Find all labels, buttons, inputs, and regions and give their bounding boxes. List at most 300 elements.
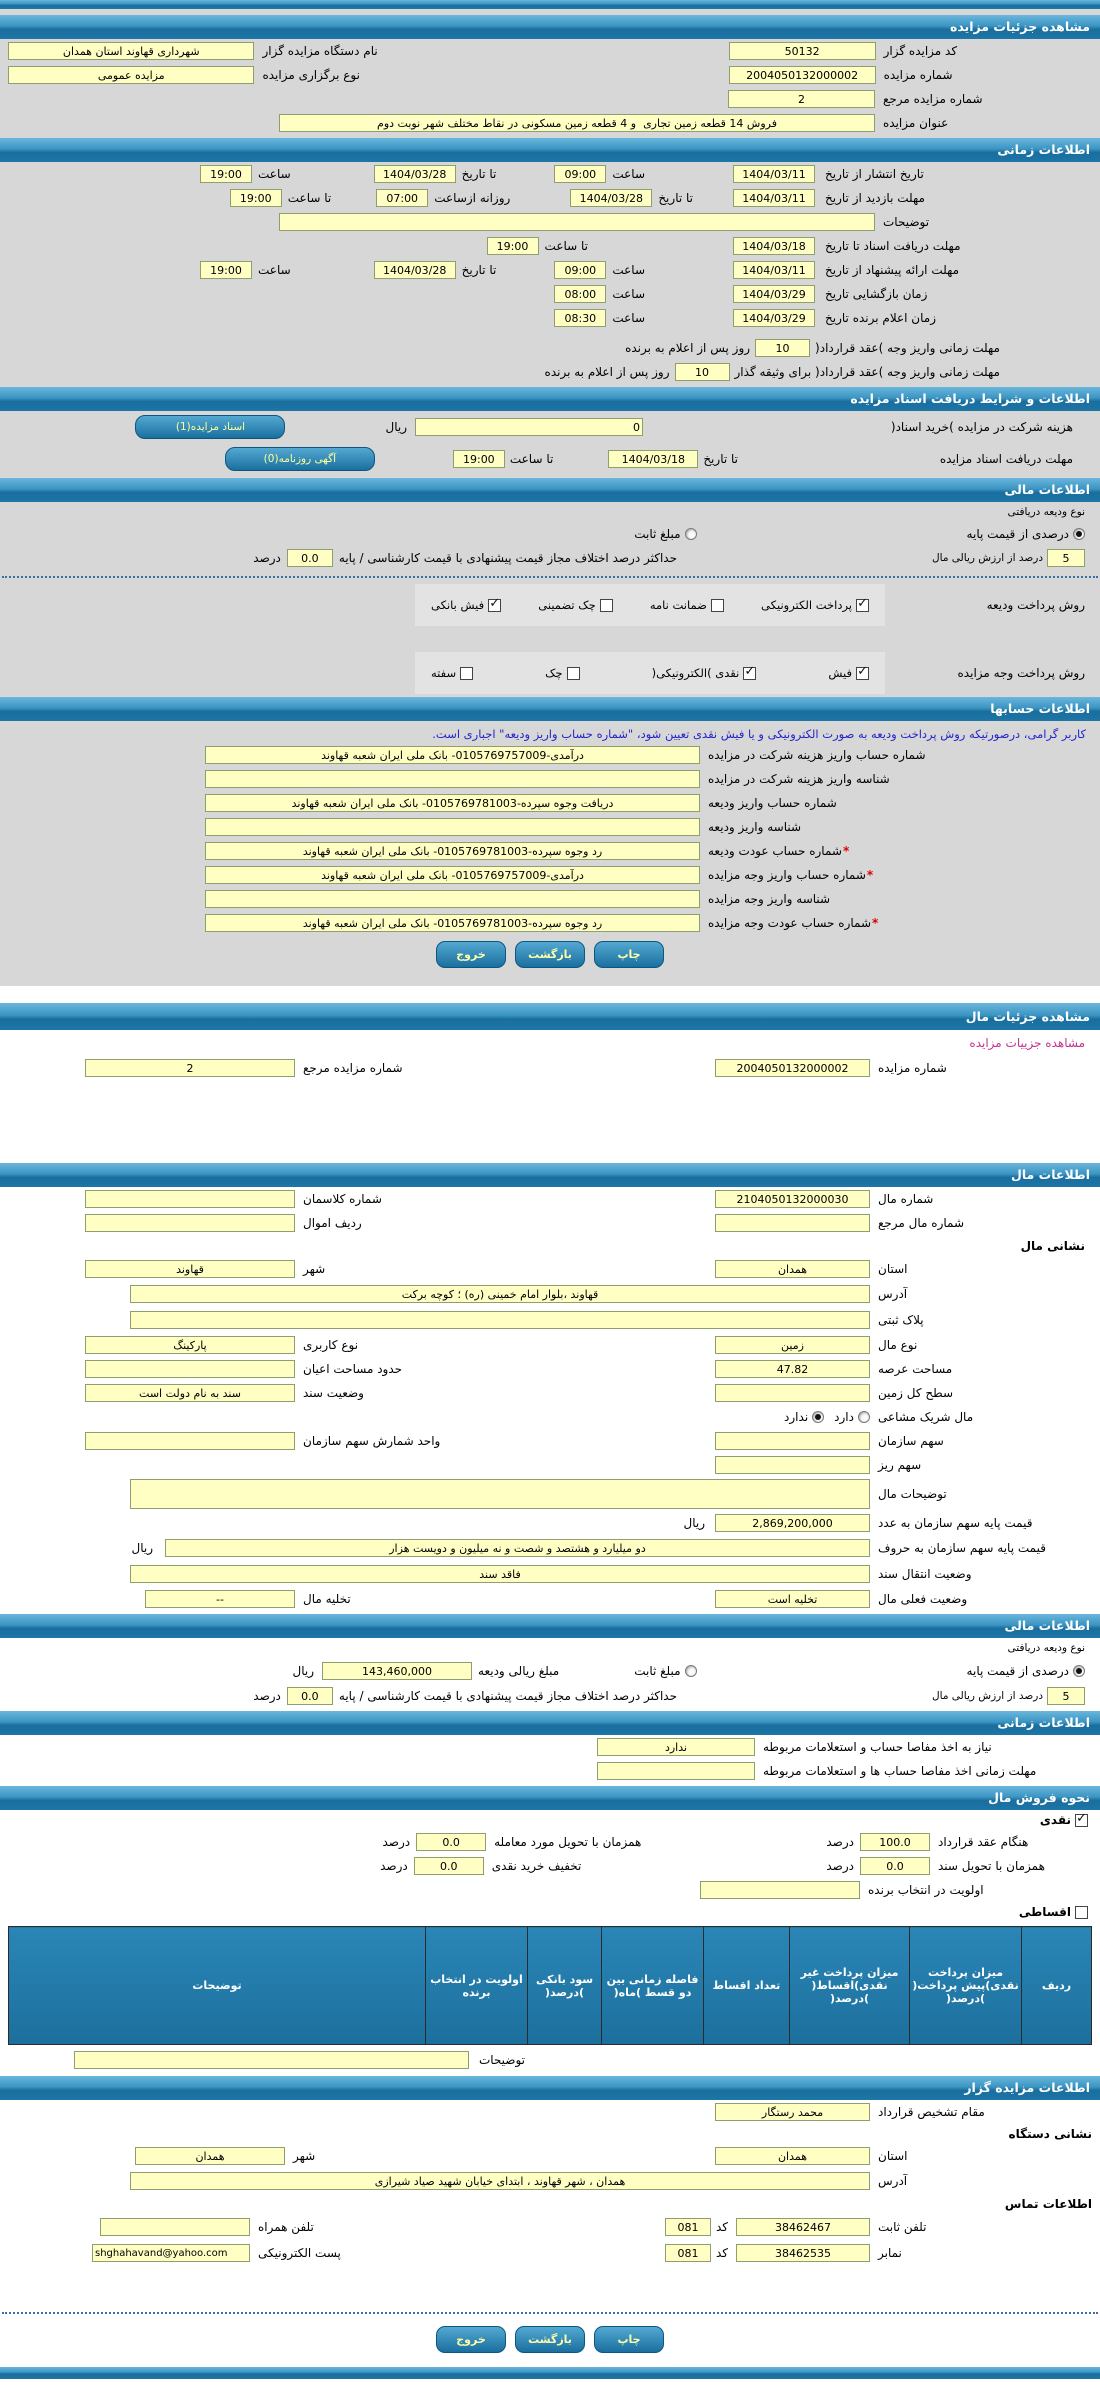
form-row: [0, 1878, 1100, 1902]
form-row: [0, 767, 1100, 791]
days-after-label: روز پس از اعلام به برنده: [625, 341, 751, 355]
auction-number-label: شماره مزایده: [878, 1061, 947, 1075]
partner-yes-label: دارد: [834, 1410, 854, 1424]
docs-deadline-time-field[interactable]: [453, 450, 505, 468]
section-header-accounts-info: اطلاعات حسابها: [0, 697, 1100, 721]
form-row: [0, 1511, 1100, 1535]
form-row: [0, 1759, 1100, 1783]
installments-header-row: [9, 1927, 1092, 2045]
deposit-method-panel: [415, 584, 885, 626]
deposit-type-label: نوع ودیعه دریافتی: [1007, 1642, 1085, 1654]
to-date-label: تا تاریخ: [461, 167, 497, 181]
deposit-account-field[interactable]: [205, 794, 700, 812]
org-name-field[interactable]: [8, 42, 254, 60]
pay-method-option: سفته: [431, 666, 473, 680]
asset-address-field[interactable]: [130, 1285, 870, 1303]
form-row: [0, 1429, 1100, 1453]
receive-docs-date-field[interactable]: [733, 237, 815, 255]
form-row: [0, 522, 1100, 546]
at-delivery-label: همزمان با تحویل مورد معامله: [494, 1835, 642, 1849]
classman-number-label: شماره کلاسمان: [303, 1192, 382, 1206]
base-price-words-field[interactable]: [165, 1539, 870, 1557]
form-row: [0, 2240, 1100, 2266]
form-row: [0, 336, 1100, 360]
pay-method-option: چک: [545, 666, 579, 680]
auction-number-field[interactable]: [715, 1059, 870, 1077]
total-land-field[interactable]: [715, 1384, 870, 1402]
email-label: پست الکترونیکی: [257, 2246, 341, 2260]
hour-label: ساعت: [612, 311, 645, 325]
col-interval-months: فاصله زمانی بین دو قسط )ماه(: [602, 1927, 704, 2045]
section-header-asset-info: اطلاعات مال: [0, 1163, 1100, 1187]
max-diff-field[interactable]: [287, 1687, 333, 1705]
form-row: [0, 1902, 1100, 1922]
back-button[interactable]: بازگشت: [515, 941, 585, 968]
percent-label: درصد: [382, 1835, 411, 1849]
deposit-type-label: نوع ودیعه دریافتی: [1007, 506, 1085, 518]
form-row: [0, 63, 1100, 87]
asset-ref-label: شماره مال مرجع: [878, 1216, 965, 1230]
mobile-label: تلفن همراه: [257, 2220, 314, 2234]
city-field[interactable]: [85, 1260, 295, 1278]
max-diff-field[interactable]: [287, 549, 333, 567]
accounts-notice: کاربر گرامی، درصورتیکه روش پرداخت ودیعه به صورت الکترونیکی و یا فیش نقدی تعیین شود، "شماره حساب واریز ودیعه" اجباری است.: [432, 727, 1086, 741]
form-row: [0, 1638, 1100, 1658]
partner-yes-radio[interactable]: [858, 1411, 870, 1423]
classman-number-field[interactable]: [85, 1190, 295, 1208]
col-cash-prepayment-percent: میزان پرداخت نقدی)پیش پرداخت( )درصد(: [910, 1927, 1022, 2045]
form-row: [0, 411, 1100, 443]
asset-desc-field[interactable]: [130, 1479, 870, 1509]
deposit-percent-field[interactable]: [1047, 1687, 1085, 1705]
fixed-amount-radio[interactable]: [685, 528, 697, 540]
deposit-method-option: چک تضمینی: [538, 598, 612, 612]
clearance-required-label: نیاز به اخذ مفاصا حساب و استعلامات مربوطه: [763, 1740, 992, 1754]
land-area-label: مساحت عرصه: [878, 1362, 953, 1376]
visit-to-date-field[interactable]: [570, 189, 652, 207]
form-row: [0, 1735, 1100, 1759]
clearance-deadline-field[interactable]: [597, 1762, 755, 1780]
clearance-deadline-label: مهلت زمانی اخذ مفاصا حساب ها و استعلامات مربوطه: [763, 1764, 1037, 1778]
share-unit-label: واحد شمارش سهم سازمان: [303, 1434, 441, 1448]
percent-label: درصد: [826, 1835, 854, 1849]
auction-payment-account-label: *شماره حساب واریز وجه مزایده: [708, 868, 874, 882]
fee-deposit-account-field[interactable]: [205, 746, 700, 764]
auction-payment-return-account-field[interactable]: [205, 914, 700, 932]
auction-payment-id-label: شناسه واریز وجه مزایده: [708, 892, 831, 906]
publish-to-date-field[interactable]: [374, 165, 456, 183]
form-row: [0, 546, 1100, 570]
auction-payment-return-account-label: *شماره حساب عودت وجه مزایده: [708, 916, 879, 930]
form-row: [0, 1561, 1100, 1587]
hour-label: ساعت: [612, 287, 645, 301]
deed-transfer-status-field[interactable]: [130, 1565, 870, 1583]
form-row: [0, 210, 1100, 234]
sub-share-label: سهم ریز: [878, 1458, 922, 1472]
building-area-label: حدود مساحت اعیان: [303, 1362, 403, 1376]
auction-number-label: شماره مزایده: [883, 68, 953, 82]
deposit-account-label: شماره حساب واریز ودیعه: [708, 796, 837, 810]
form-row: [0, 1381, 1100, 1405]
top-strip: [0, 0, 1100, 9]
docs-deadline-date-field[interactable]: [608, 450, 698, 468]
sub-share-field[interactable]: [715, 1456, 870, 1474]
hour-label: ساعت: [258, 263, 291, 277]
promissory-note-checkbox[interactable]: [460, 667, 473, 680]
winner-date-field[interactable]: [733, 309, 815, 327]
form-row: [0, 162, 1100, 186]
opening-time-field[interactable]: [554, 285, 606, 303]
visit-to-time-field[interactable]: [230, 189, 282, 207]
opening-time-label: زمان بازگشایی تاریخ: [825, 287, 928, 301]
form-row: [0, 1211, 1100, 1235]
percent-label: درصد: [826, 1859, 854, 1873]
exit-button[interactable]: خروج: [436, 941, 506, 968]
view-auction-details-link[interactable]: مشاهده جزییات مزایده: [969, 1036, 1085, 1050]
col-noncash-installment-percent: میزان پرداخت غیر نقدی)اقساط( )درصد(: [790, 1927, 910, 2045]
cash-sale-label: نقدی: [1039, 1813, 1071, 1827]
dotted-divider: [2, 576, 1098, 578]
auction-payment-id-field[interactable]: [205, 890, 700, 908]
publish-from-time-field[interactable]: [554, 165, 606, 183]
form-row: [0, 1684, 1100, 1708]
dotted-divider: [2, 2312, 1098, 2314]
col-winner-priority: اولویت در انتخاب برنده: [426, 1927, 528, 2045]
province-label: استان: [878, 1262, 908, 1276]
form-row: [0, 1810, 1100, 1830]
deposit-return-account-field[interactable]: [205, 842, 700, 860]
sale-desc-field[interactable]: [74, 2051, 469, 2069]
form-row: [0, 791, 1100, 815]
auction-title-field[interactable]: [279, 114, 875, 132]
fee-deposit-id-field[interactable]: [205, 770, 700, 788]
col-row-number: ردیف: [1022, 1927, 1092, 2045]
cash-discount-percent-field[interactable]: [414, 1857, 484, 1875]
at-delivery-percent-field[interactable]: [416, 1833, 486, 1851]
form-row: [0, 839, 1100, 863]
asset-number-field[interactable]: [715, 1190, 870, 1208]
area-code-label: کد: [715, 2246, 728, 2260]
share-unit-field[interactable]: [85, 1432, 295, 1450]
at-deed-transfer-label: همزمان با تحویل سند: [938, 1859, 1045, 1873]
auction-number-field[interactable]: [729, 66, 876, 84]
at-deed-transfer-percent-field[interactable]: [860, 1857, 930, 1875]
section-header-auction-details: مشاهده جزئیات مزایده: [0, 15, 1100, 39]
to-date-label: تا تاریخ: [461, 263, 497, 277]
form-row: [0, 186, 1100, 210]
form-row: [0, 1477, 1100, 1511]
agency-province-field[interactable]: [715, 2147, 870, 2165]
installment-sale-checkbox[interactable]: [1075, 1906, 1088, 1919]
form-row: [0, 39, 1100, 63]
visit-from-date-field[interactable]: [733, 189, 815, 207]
rial-label: ریال: [385, 420, 407, 434]
agency-province-label: استان: [878, 2149, 908, 2163]
hour-label: ساعت: [612, 167, 645, 181]
form-row: [0, 1453, 1100, 1477]
section-header-financial-info: اطلاعات مالی: [0, 478, 1100, 502]
form-row: [0, 1235, 1100, 1257]
landline-code-field[interactable]: [665, 2218, 711, 2236]
form-row: [0, 2100, 1100, 2124]
winner-priority-label: اولویت در انتخاب برنده: [868, 1883, 984, 1897]
fax-label: نمابر: [878, 2246, 902, 2260]
hour-label: ساعت: [258, 167, 291, 181]
form-row: [0, 2194, 1100, 2214]
deposit-return-account-label: *شماره حساب عودت ودیعه: [708, 844, 850, 858]
col-installments-count: تعداد اقساط: [704, 1927, 790, 2045]
total-land-label: سطح کل زمین: [878, 1386, 954, 1400]
auction-type-field[interactable]: [8, 66, 254, 84]
publish-from-date-field[interactable]: [733, 165, 815, 183]
section-header-financial-info-2: اطلاعات مالی: [0, 1614, 1100, 1638]
usage-type-label: نوع کاربری: [303, 1338, 359, 1352]
evacuation-label: تخلیه مال: [303, 1592, 351, 1606]
deposit-method-option: ✓پرداخت الکترونیکی: [761, 598, 869, 612]
installment-sale-label: اقساطی: [1018, 1905, 1071, 1919]
current-status-label: وضعیت فعلی مال: [878, 1592, 968, 1606]
to-date-label: تا تاریخ: [658, 191, 693, 205]
partner-no-radio[interactable]: [812, 1411, 824, 1423]
asset-address-label: آدرس: [878, 1287, 908, 1301]
auction-ref-label: شماره مزایده مرجع: [883, 92, 983, 106]
deposit-method-label: روش پرداخت ودیعه: [986, 598, 1085, 612]
form-row: [0, 2124, 1100, 2144]
slip-checkbox[interactable]: [856, 667, 869, 680]
form-row: [0, 1587, 1100, 1611]
deposit-id-label: شناسه واریز ودیعه: [708, 820, 802, 834]
visit-from-time-field[interactable]: [376, 189, 428, 207]
fixed-amount-radio[interactable]: [685, 1665, 697, 1677]
participation-fee-field[interactable]: [415, 418, 643, 436]
to-hour-label: تا ساعت: [544, 239, 588, 253]
form-row: [0, 911, 1100, 935]
form-row: [0, 1187, 1100, 1211]
asset-details-form: [0, 986, 1100, 2379]
asset-type-field[interactable]: [715, 1336, 870, 1354]
guarantee-letter-checkbox[interactable]: [711, 599, 724, 612]
registration-plate-label: پلاک ثبتی: [878, 1313, 924, 1327]
form-row: [0, 1333, 1100, 1357]
fixed-amount-label: مبلغ ثابت: [634, 1664, 681, 1678]
fax-field[interactable]: [736, 2244, 870, 2262]
auction-payment-account-field[interactable]: [205, 866, 700, 884]
percent-of-value-label: درصد از ارزش ریالی مال: [932, 552, 1043, 564]
asset-type-label: نوع مال: [878, 1338, 918, 1352]
at-contract-percent-field[interactable]: [860, 1833, 930, 1851]
percent-label: درصد: [253, 1689, 281, 1703]
hour-label: ساعت: [612, 263, 645, 277]
section-header-asset-view: مشاهده جزئیات مال: [0, 1003, 1100, 1030]
auctioneer-code-label: کد مزایده گزار: [883, 44, 958, 58]
max-diff-label: حداکثر درصد اختلاف مجاز قیمت پیشنهادی با قیمت کارشناسی / پایه: [338, 551, 678, 565]
pay-method-panel: [415, 652, 885, 694]
org-share-label: سهم سازمان: [878, 1434, 944, 1448]
agency-address-field[interactable]: [130, 2172, 870, 2190]
form-row: [0, 1535, 1100, 1561]
form-row: [0, 87, 1100, 111]
base-price-words-label: قیمت پایه سهم سازمان به حروف: [878, 1541, 1046, 1555]
section-header-time-info-2: اطلاعات زمانی: [0, 1711, 1100, 1735]
at-contract-label: هنگام عقد قرارداد: [938, 1835, 1029, 1849]
asset-row-field[interactable]: [85, 1214, 295, 1232]
asset-ref-field[interactable]: [715, 1214, 870, 1232]
days-after-label: روز پس از اعلام به برنده: [544, 365, 670, 379]
contract-authority-label: مقام تشخیص قرارداد: [878, 2105, 985, 2119]
sale-desc-label: توضیحات: [478, 2053, 525, 2067]
offer-to-date-field[interactable]: [374, 261, 456, 279]
landline-field[interactable]: [736, 2218, 870, 2236]
required-asterisk: *: [866, 868, 874, 882]
percent-label: درصد: [380, 1859, 408, 1873]
section-header-auctioneer-info: اطلاعات مزایده گزار: [0, 2076, 1100, 2100]
pay-contract-days-field[interactable]: [755, 339, 810, 357]
form-row: [0, 2168, 1100, 2194]
form-row: [0, 1257, 1100, 1281]
mobile-field[interactable]: [100, 2218, 250, 2236]
landline-label: تلفن ثابت: [878, 2220, 927, 2234]
deposit-amount-field[interactable]: [322, 1662, 472, 1680]
cash-electronic-checkbox[interactable]: [743, 667, 756, 680]
offer-deadline-label: مهلت ارائه پیشنهاد از تاریخ: [825, 263, 960, 277]
receive-docs-deadline-label: مهلت دریافت اسناد تا تاریخ: [825, 239, 961, 253]
back-button[interactable]: بازگشت: [515, 2326, 585, 2353]
publish-to-time-field[interactable]: [200, 165, 252, 183]
percent-label: درصد: [253, 551, 281, 565]
form-row: [0, 815, 1100, 839]
form-row: [0, 887, 1100, 911]
deposit-method-option: ضمانت نامه: [650, 598, 724, 612]
form2-button-bar: [0, 2320, 1100, 2361]
agency-city-label: شهر: [293, 2149, 316, 2163]
required-asterisk: *: [872, 916, 879, 930]
exit-button[interactable]: خروج: [436, 2326, 506, 2353]
cash-sale-checkbox[interactable]: [1075, 1814, 1088, 1827]
percent-of-base-radio[interactable]: [1073, 528, 1085, 540]
province-field[interactable]: [715, 1260, 870, 1278]
visit-deadline-label: مهلت بازدید از تاریخ: [825, 191, 925, 205]
to-hour-label: تا ساعت: [509, 452, 554, 466]
time-desc-field[interactable]: [279, 213, 875, 231]
asset-desc-label: توضیحات مال: [878, 1487, 947, 1501]
contract-authority-field[interactable]: [715, 2103, 870, 2121]
auction-docs-button[interactable]: اسناد مزایده(1): [135, 415, 285, 439]
agency-address-label: آدرس: [878, 2174, 908, 2188]
form-row: [0, 360, 1100, 384]
check-checkbox[interactable]: [567, 667, 580, 680]
usage-type-field[interactable]: [85, 1336, 295, 1354]
publish-date-label: تاریخ انتشار از تاریخ: [825, 167, 924, 181]
to-date-label: تا تاریخ: [703, 452, 738, 466]
form-row: [0, 234, 1100, 258]
certified-check-checkbox[interactable]: [600, 599, 613, 612]
percent-of-base-radio[interactable]: [1073, 1665, 1085, 1677]
pay-guarantor-days-field[interactable]: [675, 363, 730, 381]
form-row: [0, 2144, 1100, 2168]
registration-plate-field[interactable]: [130, 1311, 870, 1329]
fixed-amount-label: مبلغ ثابت: [634, 527, 681, 541]
form-row: [0, 2214, 1100, 2240]
pay-guarantor-deadline-label: مهلت زمانی واریز وجه )عقد قرارداد( برای وثیقه گذار: [734, 365, 1000, 379]
deposit-method-option: ✓فیش بانکی: [431, 598, 501, 612]
asset-address-title: نشانی مال: [1020, 1239, 1085, 1253]
form-row: [0, 584, 1100, 626]
form-row: [0, 1030, 1100, 1056]
org-share-field[interactable]: [715, 1432, 870, 1450]
current-status-field[interactable]: [715, 1590, 870, 1608]
participation-fee-label: هزینه شرکت در مزایده )خرید اسناد(: [890, 420, 1073, 434]
auction-ref-field[interactable]: [728, 90, 875, 108]
base-price-number-field[interactable]: [715, 1514, 870, 1532]
city-label: شهر: [303, 1262, 326, 1276]
form-row: [0, 1405, 1100, 1429]
print-button[interactable]: چاپ: [594, 941, 664, 968]
form-row: [0, 1854, 1100, 1878]
percent-of-base-label: درصدی از قیمت پایه: [966, 1664, 1069, 1678]
asset-number-label: شماره مال: [878, 1192, 934, 1206]
section-header-sale-method: نحوه فروش مال: [0, 1786, 1100, 1810]
newspaper-ad-button[interactable]: آگهی روزنامه(0): [225, 447, 375, 471]
deposit-percent-field[interactable]: [1047, 549, 1085, 567]
clearance-required-field[interactable]: [597, 1738, 755, 1756]
bottom-strip: [0, 2367, 1100, 2379]
deed-status-field[interactable]: [85, 1384, 295, 1402]
org-name-label: نام دستگاه مزایده گزار: [262, 44, 378, 58]
agency-city-field[interactable]: [135, 2147, 285, 2165]
area-code-label: کد: [715, 2220, 728, 2234]
offer-from-date-field[interactable]: [733, 261, 815, 279]
form-row: [0, 282, 1100, 306]
offer-from-time-field[interactable]: [554, 261, 606, 279]
building-area-field[interactable]: [85, 1360, 295, 1378]
rial-label: ریال: [131, 1541, 153, 1555]
land-area-field[interactable]: [715, 1360, 870, 1378]
bank-slip-checkbox[interactable]: [488, 599, 501, 612]
auctioneer-code-field[interactable]: [729, 42, 876, 60]
daily-from-hour-label: روزانه ازساعت: [434, 191, 511, 205]
installments-table: [8, 1926, 1092, 2045]
electronic-payment-checkbox[interactable]: [856, 599, 869, 612]
auction-ref-field[interactable]: [85, 1059, 295, 1077]
form-row: [0, 502, 1100, 522]
fax-code-field[interactable]: [665, 2244, 711, 2262]
form-row: [0, 1056, 1100, 1080]
winner-time-field[interactable]: [554, 309, 606, 327]
print-button[interactable]: چاپ: [594, 2326, 664, 2353]
form-row: [0, 111, 1100, 135]
winner-priority-field[interactable]: [700, 1881, 860, 1899]
opening-date-field[interactable]: [733, 285, 815, 303]
percent-of-base-label: درصدی از قیمت پایه: [966, 527, 1069, 541]
offer-to-time-field[interactable]: [200, 261, 252, 279]
col-bank-interest-percent: سود بانکی )درصد(: [528, 1927, 602, 2045]
deposit-id-field[interactable]: [205, 818, 700, 836]
pay-method-label: روش پرداخت وجه مزایده: [957, 666, 1085, 680]
form-row: [0, 1658, 1100, 1684]
deed-status-label: وضعیت سند: [303, 1386, 364, 1400]
form-row: [0, 443, 1100, 475]
deed-transfer-status-label: وضعیت انتقال سند: [878, 1567, 972, 1581]
auction-ref-label: شماره مزایده مرجع: [303, 1061, 403, 1075]
pay-contract-deadline-label: مهلت زمانی واریز وجه )عقد قرارداد(: [815, 341, 1000, 355]
time-desc-label: توضیحات: [883, 215, 930, 229]
form-row: [0, 258, 1100, 282]
receive-docs-time-field[interactable]: [487, 237, 539, 255]
evacuation-field[interactable]: [145, 1590, 295, 1608]
email-field[interactable]: [92, 2244, 250, 2262]
fee-deposit-account-label: شماره حساب واریز هزینه شرکت در مزایده: [708, 748, 926, 762]
cash-discount-label: تخفیف خرید نقدی: [491, 1859, 582, 1873]
